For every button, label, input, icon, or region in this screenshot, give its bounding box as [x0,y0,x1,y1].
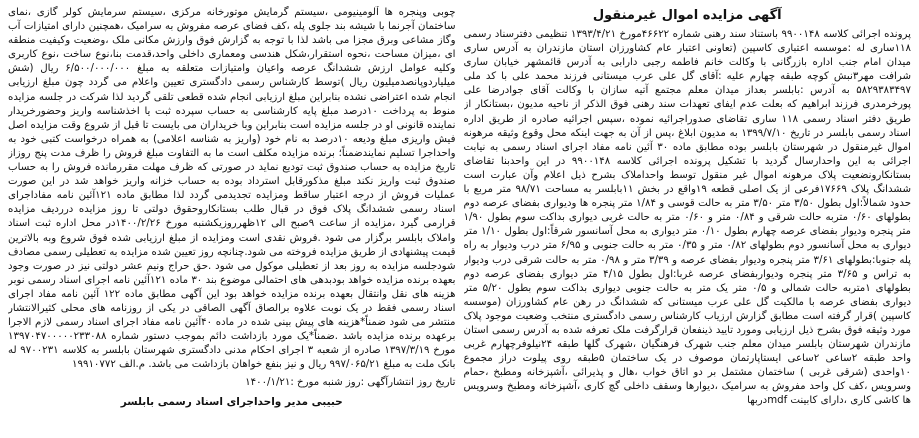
notice-paragraph-left: چوبی وپنجره ها آلومینیومی ،سیستم گرمایش موتورخانه مرکزی ،سیستم سرمایش کولر گازی ،نمای ساختمان آجرنما با شیشه بند جلوی پله ،کف فضای عرصه مفروش به سرامیک ،همچنین دارای امتیازات آب وگاز مشاعی وبرق مجزا می باشد لذا با توجه به گزارش فوق وارزش مکانی ملک ،وضعیت وکیفیت منطقه ای ،میزان مساحت ،نحوه استقرار،شکل هندسی ومعماری داخلی واحد،قدمت بنا،نوع ساخت ،نوع کاربری وکلیه عوامل ارزش ششدانگ عرصه واعیان وامتیازات متعلقه به مبلغ ۶/۵۰۰/۰۰۰/۰۰۰ ریال (شش میلیاردوپانصدمیلیون ریال )توسط کارشناس رسمی دادگستری تعیین واعلام می گردد چون مبلغ ارزیابی انجام شده اعتراضی نشده بنابراین مبلغ ارزیابی انجام شده قطعی تلقی گردید لذا شرکت در جلسه مزایده منوط به پرداخت ۱۰درصد مبلغ پایه کارشناسی به حساب سپرده ثبت یا اخذشناسه واریز وحضورخریدار نماینده قانونی او در جلسه مزایده است بنابراین وبا خریداران می بایست تا قبل از شروع وقت مزایده اصل فیش واریزی مبلغ ودیعه ۱۰درصد به نام خود (واریز به شناسه اعلامی) به همراه درخواست کتبی خود به واحداجرا تسلیم نمایندضمناً؛ برنده مزایده مکلف است ما به التفاوت مبلغ فروش را ظرف مدت پنج روزاز تاریخ مزایده به حساب صندوق ثبت تودیع نماید در صورتی که ظرف مهلت مقررمانده فروش را به حساب صندوق ثبت واریز نکند مبلغ مذکورقابل استرداد بوده به حساب خزانه واریز خواهد شد در این صورت عملیات فروش از درجه اعتبار ساقط ومزایده تجدیدمی گردد لذا مطابق ماده ۱۲۱آئین نامه مفاداجرای اسناد رسمی ششدانگ پلاک فوق در قبال طلب بستانکاروحقوق دولتی تا روز مزایده درردیف مزایده قرارمی گیرد ،مزایده از ساعت ۹صبح الی ۱۲ظهرروزیکشنبه مورخ ۱۴۰۰/۲/۲۶در محل اداره ثبت اسناد واملاک بابلسر برگزار می شود .فروش نقدی است ومزایده از مبلغ ارزیابی شده فوق شروع وبه بالاترین قیمت پیشنهادی از طریق مزایده فروخته می شود.چنانچه روز تعیین شده مزایده به تعطیلی رسمی مصادف شودجلسه مزایده به روز بعد از تعطیلی موکول می شود .حق حراج ونیم عشر دولتی نیز در صورت وجود بعهده برنده مزایده خواهد بودبدهی های احتمالی موضوع بند ۳۰ ماده ۱۲۱آئین نامه اجرای اسناد رسمی نوبر هزینه های نقل وانتقال بعهده برنده مزایده خواهد بود این آگهی مطابق ماده ۱۲۲ آئین نامه مفاد اجرای اسناد رسمی فقط در یک نوبت علاوه برالصاق آگهی الصاقی در یکی از روزنامه های محلی کثیرالانتشار منتشر می شود ضمناً*هزینه های پیش بینی شده در ماده ۴۰آئین نامه مفاد اجرای اسناد رسمی لازم الاجرا برعهده برنده مزایده باشد .ضمناً*یک مورد بازداشت دائم بموجب دستور شماره ۱۳۹۷۰۴۷۰۰۰۰۰۲۳۳۰۸۸ مورخ ۱۳۹۷/۳/۱۹ صادره از شعبه ۳ اجرای احکام مدنی دادگستری شهرستان بابلسر به کلاسه ۹۷۰۰۲۳۱ له بانک ملت به مبلغ ۹۹۷/۰۶۵/۲۱ ریال و نیز بنفع خواهان بازداشت می باشد. م.الف ۱۹۹۱۰۷۷۲ [8,7,456,371]
left-column [8,6,456,432]
notice-title: آگهی مزایده اموال غیرمنقول [592,8,782,23]
right-column [464,6,912,432]
notice-paragraph-right: پرونده اجرائی کلاسه ۹۹۰۰۱۴۸ باستناد سند رهنی شماره ۴۶۶۲۲مورخ ۱۳۹۳/۴/۲۱ تنظیمی دفترسناد رسمی ۱۱۸ساری له :موسسه اعتباری کاسپین (تعاونی اعتبار عام کشاورزان استان مازندران به آدرس ساری میدان امام جنب اداره بازرگانی با وکالت خانم فاطمه رجبی دارابی به آدرس قائمشهر خیابان ساری شرافت مهر۳نبش کوچه طبقه چهارم علیه :آقای گل علی عرب میستانی فرزند محمد علی با کد ملی ۵۸۲۹۳۸۳۴۹۷ به آدرس :بابلسر بعداز میدان معلم مجتمع آتیه سازان با وکالت آقای جوادرضا علی پورخرمدری فرزند ابراهیم که بعلت عدم ایفای تعهدات سند رهنی فوق الذکر از ناحیه مدیون ،بستانکار از طریق دفتر اسناد رسمی ۱۱۸ ساری تقاضای صدوراجرائیه نموده ،سپس اجرائیه صادره از طریق اداره اسناد رسمی بابلسر در تاریخ ۱۳۹۹/۷/۱۰ به مدیون ابلاغ ،پس از آن به جهت اینکه محل وقوع وثیقه مرهونه اموال غیرمنقول در شهرستان بابلسر بوده مطابق ماده ۳۰ آئین نامه مفاد اجرای اسناد رسمی به نیابت اجرائی به این واحدارسال گردید با تشکیل پرونده اجرائی کلاسه ۹۹۰۰۱۴۸ در این واحدبنا تقاضای بستانکارونضعیت پلاک مرهونه اموال غیر منقول توسط واحداملاک بشرح ذیل اعلام وآن عبارت است ششدانگ پلاک ۱۷۶۶۹فرعی از یک اصلی قطعه ۱۹واقع در بخش ۱۱بابلسر به مساحت ۹۸/۷۱ متر مربع با حدود شمالاً:اول بطول ۳/۵۰ متر ۳/۵۰ متر به حالت قوسی و ۱/۸۴ متر پنجره ها ودیواری بفضای عرصه دوم بطولهای ۰/۶۰ متربه حالت شرقی و ۰/۸۴ متر و ۰/۶۰ متر به حالت غربی دیواری بداکت سوم بطول ۱/۹۰ متر پنجره ودیوار بفضای عرصه چهارم بطول ۰/۱۰ متر دیواری به محل آسانسور شرقاً:اول بطول ۱/۱۰ متر دیواری به محل آسانسور دوم بطولهای ۰/۸۲ متر و ۰/۳۵ متر به حالت جنوبی و ۶/۹۵ متر درب ودیوار به راه پله جنوبا:بطولهای ۳/۶۱ متر پنجره ودیوار بفضای عرصه و ۳/۳۹ متر و ۰/۹۸ متر به حالت شرقی درب ودیوار به تراس و ۳/۶۵ متر پنجره ودیواربفضای عرصه غربا:اول بطول ۴/۱۵ متر دیواری بفضای عرصه دوم بطولهای ۱متربه حالت شمالی و ۰/۵ متر یک متر به حالت جنوبی دیواری بداکت سوم بطول ۵/۲۰ متر دیواری بفضای عرصه با مالکیت گل علی عرب میستانی که ششدانگ در رهن عام کشاورزان (موسسه کاسپین )قرار گرفته است مطابق گزارش ارزیاب کارشناس رسمی دادگستری منتخب وضعیت موجود پلاک مورد وثیقه فوق بشرح ذیل ارزیابی ومورد تایید ذینفعان قرارگرفت ملک تعرفه شده به آدرس رسمی استان مازندران شهرستان بابلسر میدان معلم جنب شهرک فرهنگیان ،شهرک گلها طبقه ۲۴نیلوفرچهارم غربی واحد طبقه ۲ساعی ۲ساعی ایستاپارتمان موصوف در یک ساختمان ۵طبقه روی پیلوت دراز مجموع ۱۰واحدی (شرقی غربی ) ساختمان مشتمل بر دو اتاق خواب ،هال و پذیرائی ،آشپزخانه ومطبخ ،حمام وسرویس ،کف کل واحد مفروش به سرامیک ،دیوارها وسقف داخلی گچ کاری ،آشپزخانه ومطبخ وسرویس ها کاشی کاری ،دارای کابینت mdfدربها [463,29,911,407]
signatory: حبیبی مدیر واحداجرای اسناد رسمی بابلسر [120,395,343,408]
notice-columns [8,6,911,432]
publication-date: تاریخ روز انتشارآگهی :روز شنبه مورخ :۱۴۰۰/۱/۲۱ [245,377,456,389]
